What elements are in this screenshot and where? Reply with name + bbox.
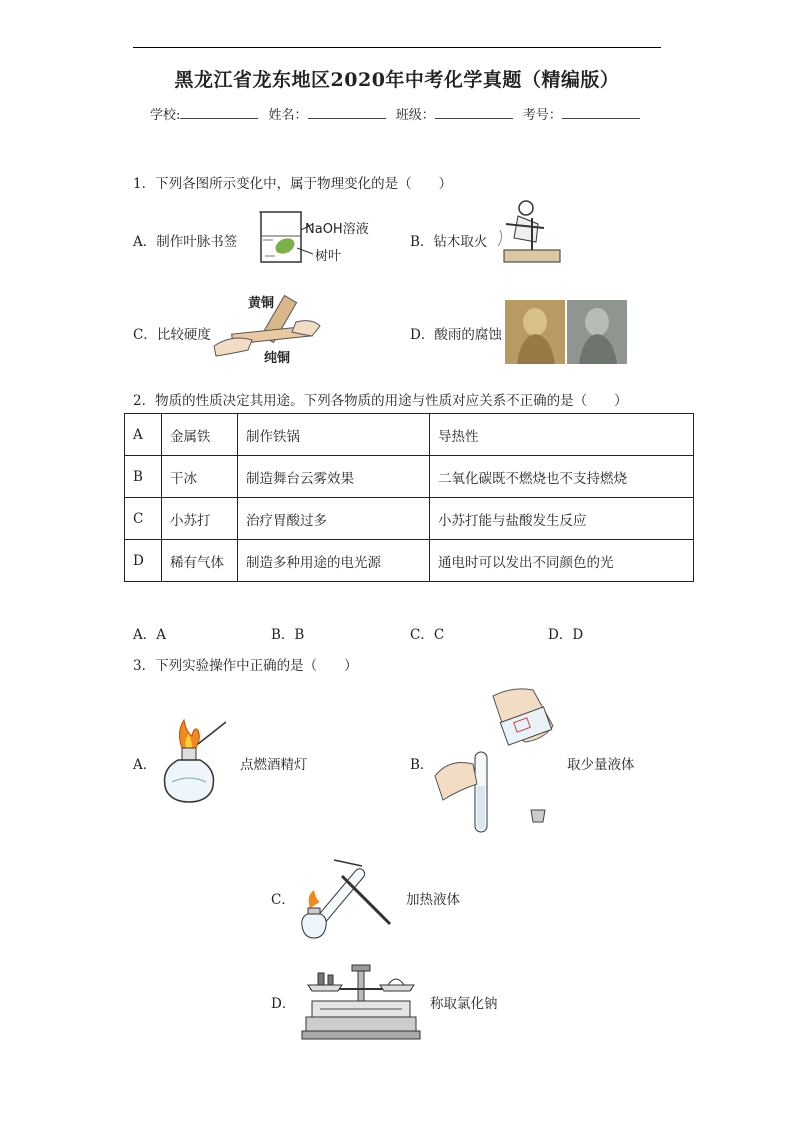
table-cell: 制造舞台云雾效果 — [238, 456, 430, 498]
pouring-liquid-image — [433, 686, 563, 836]
q1-option-d: D．酸雨的腐蚀 — [410, 327, 502, 343]
q1-option-a: A．制作叶脉书签 — [133, 234, 238, 250]
drilling-wood-image — [496, 198, 562, 270]
table-cell: 导热性 — [430, 414, 694, 456]
class-label: 班级： — [395, 108, 435, 123]
table-row — [125, 456, 694, 498]
table-cell: 小苏打 — [162, 498, 238, 540]
q2-option-d: D．D — [548, 627, 584, 643]
q2-option-b: B．B — [271, 627, 305, 643]
table-row — [125, 414, 694, 456]
table-row — [125, 540, 694, 582]
table-cell: 制作铁锅 — [238, 414, 430, 456]
table-cell: 金属铁 — [162, 414, 238, 456]
q3-b-text: 取少量液体 — [567, 757, 635, 773]
class-field[interactable] — [435, 105, 513, 119]
number-field[interactable] — [562, 105, 640, 119]
heating-liquid-image — [296, 856, 396, 946]
alcohol-lamp-image — [158, 716, 230, 806]
q2-option-a: A．A — [133, 627, 166, 643]
q1-option-c: C．比较硬度 — [133, 327, 211, 343]
brass-label: 黄铜 — [248, 296, 275, 311]
q3-option-d: D． — [271, 996, 296, 1012]
q3-option-a: A． — [133, 757, 157, 773]
copper-label: 纯铜 — [264, 351, 291, 366]
naoh-label: NaOH溶液 — [305, 222, 369, 237]
q3-option-c: C． — [271, 892, 295, 908]
acid-rain-statue-images — [505, 300, 627, 364]
number-label: 考号： — [522, 108, 562, 123]
school-label: 学校: — [150, 108, 181, 123]
table-cell: 制造多种用途的电光源 — [238, 540, 430, 582]
table-cell: 稀有气体 — [162, 540, 238, 582]
page-title: 黑龙江省龙东地区2020年中考化学真题（精编版） — [174, 69, 620, 91]
table-cell: 二氧化碳既不燃烧也不支持燃烧 — [430, 456, 694, 498]
student-info-line — [150, 104, 640, 123]
q3-stem: 3．下列实验操作中正确的是（ ） — [133, 658, 358, 674]
table-cell: B — [125, 456, 162, 498]
q2-table — [124, 413, 694, 582]
table-cell: C — [125, 498, 162, 540]
table-cell: D — [125, 540, 162, 582]
q1-stem: 1．下列各图所示变化中，属于物理变化的是（ ） — [133, 176, 453, 192]
table-cell: 通电时可以发出不同颜色的光 — [430, 540, 694, 582]
table-cell: 干冰 — [162, 456, 238, 498]
q3-option-b: B． — [410, 757, 434, 773]
header-rule — [133, 47, 661, 48]
name-field[interactable] — [308, 105, 386, 119]
q3-a-text: 点燃酒精灯 — [240, 757, 308, 773]
name-label: 姓名： — [268, 108, 308, 123]
table-row — [125, 498, 694, 540]
balance-scale-image — [302, 963, 420, 1043]
q3-d-text: 称取氯化钠 — [430, 996, 498, 1012]
leaf-label: 树叶 — [315, 249, 342, 264]
q2-stem: 2．物质的性质决定其用途。下列各物质的用途与性质对应关系不正确的是（ ） — [133, 393, 628, 409]
table-cell: 小苏打能与盐酸发生反应 — [430, 498, 694, 540]
q2-option-c: C．C — [410, 627, 445, 643]
table-cell: 治疗胃酸过多 — [238, 498, 430, 540]
school-field[interactable] — [180, 105, 258, 119]
q3-c-text: 加热液体 — [406, 892, 460, 908]
table-cell: A — [125, 414, 162, 456]
q1-option-b: B．钻木取火 — [410, 234, 488, 250]
